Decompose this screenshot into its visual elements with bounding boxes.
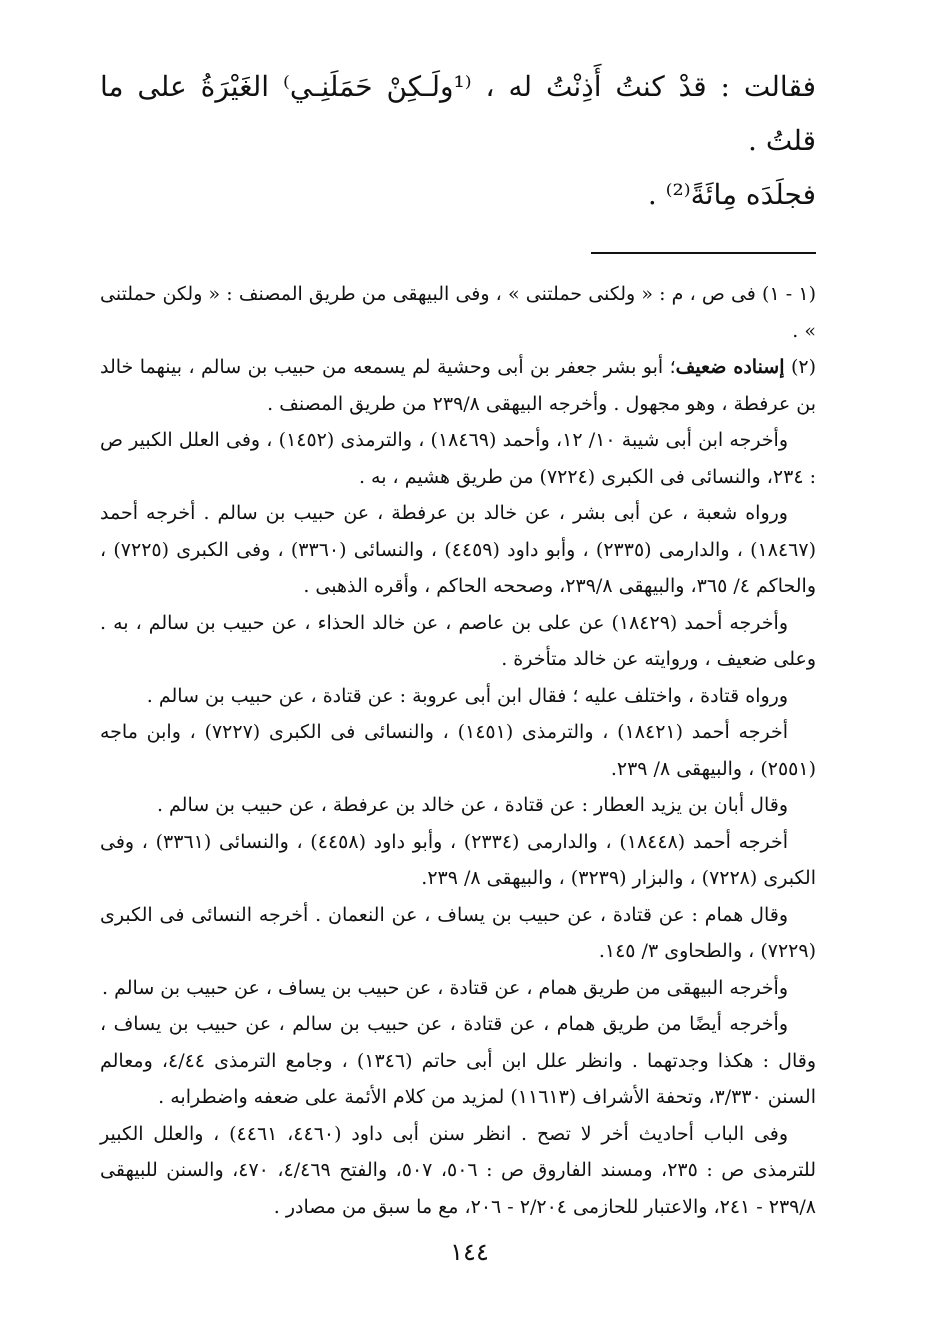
main-text (100, 60, 816, 222)
footnote-paragraph: أخرجه أحمد (١٨٤٤٨) ، والدارمى (٢٣٣٤) ، وأبو داود (٤٤٥٨) ، والنسائى (٣٣٦١) ، وفى الكبرى (٧٢٢٨) ، والبزار (٣٢٣٩) ، والبيهقى ٨/ ٢٣٩. (100, 830, 816, 889)
page-body (100, 60, 816, 1225)
footnotes (100, 276, 816, 1225)
page-number: ١٤٤ (450, 1238, 489, 1266)
footnote-2-marker: (٢) (790, 356, 816, 378)
footnote-paragraph: وأخرجه أحمد (١٨٤٢٩) عن على بن عاصم ، عن خالد الحذاء ، عن حبيب بن سالم ، به . وعلى ضعيف ، وروايته عن خالد متأخرة . (100, 611, 816, 670)
footnote-2-text: ؛ أبو بشر جعفر بن أبى وحشية لم يسمعه من حبيب بن سالم ، بينهما خالد بن عرفطة ، وهو مجهول . وأخرجه البيهقى ٢٣٩/٨ من طريق المصنف . (100, 356, 816, 415)
footnote-2 (100, 349, 816, 422)
footnote-2-grading: إسناده ضعيف (675, 356, 785, 378)
footnote-paragraph: ورواه قتادة ، واختلف عليه ؛ فقال ابن أبى عروبة : عن قتادة ، عن حبيب بن سالم . (146, 684, 788, 707)
footnote-paragraph: وقال أبان بن يزيد العطار : عن قتادة ، عن خالد بن عرفطة ، عن حبيب بن سالم . (156, 794, 788, 816)
footnote-paragraph: وفى الباب أحاديث أخر لا تصح . انظر سنن أبى داود (٤٤٦٠، ٤٤٦١) ، والعلل الكبير للترمذى ص : ٢٣٥، ومسند الفاروق ص : ٥٠٦، ٥٠٧، والفتح ٤/٤٦٩، ٤٧٠، والسنن للبيهقى ٢٣٩/٨ - ٢٤١، والاعتبار للحازمى ٢/٢٠٤ - ٢٠٦، مع ما سبق من مصادر . (100, 1122, 817, 1218)
footnote-paragraph: أخرجه أحمد (١٨٤٢١) ، والترمذى (١٤٥١) ، والنسائى فى الكبرى (٧٢٢٧) ، وابن ماجه (٢٥٥١) ، والبيهقى ٨/ ٢٣٩. (100, 721, 816, 780)
footnote-paragraph: وقال همام : عن قتادة ، عن حبيب بن يساف ، عن النعمان . أخرجه النسائى فى الكبرى (٧٢٢٩) ، والطحاوى ٣/ ١٤٥. (100, 903, 816, 962)
footnote-paragraph: ورواه شعبة ، عن أبى بشر ، عن خالد بن عرفطة ، عن حبيب بن سالم . أخرجه أحمد (١٨٤٦٧) ، والدارمى (٢٣٣٥) ، وأبو داود (٤٤٥٩) ، والنسائى (٣٣٦٠) ، وفى الكبرى (٧٢٢٥) ، والحاكم ٤/ ٣٦٥، والبيهقى ٢٣٩/٨، وصححه الحاكم ، وأقره الذهبى . (100, 502, 816, 597)
footnote-divider (591, 252, 816, 254)
footnote-paragraph: وأخرجه ابن أبى شيبة ١٠/ ١٢، وأحمد (١٨٤٦٩) ، والترمذى (١٤٥٢) ، وفى العلل الكبير ص : ٢٣٤، والنسائى فى الكبرى (٧٢٢٤) من طريق هشيم ، به . (100, 429, 816, 488)
footnote-paragraph: وأخرجه البيهقى من طريق همام ، عن قتادة ، عن حبيب بن يساف ، عن حبيب بن سالم . (102, 976, 788, 999)
footnote-1: (١ - ١) فى ص ، م : « ولكنى حملتنى » ، وفى البيهقى من طريق المصنف : « ولكن حملتنى » . (100, 283, 816, 342)
footnote-paragraph: وأخرجه أيضًا من طريق همام ، عن قتادة ، عن حبيب بن سالم ، عن حبيب بن يساف ، وقال : هكذا وجدتهما . وانظر علل ابن أبى حاتم (١٣٤٦) ، وجامع الترمذى ٤/٤٤، ومعالم السنن ٣/٣٣٠، وتحفة الأشراف (١١٦١٣) لمزيد من كلام الأئمة على ضعفه واضطرابه . (100, 1013, 816, 1108)
main-line-2: فجلَدَه مِائَةً⁽²⁾ . (647, 178, 816, 211)
main-line-1: فقالت : قدْ كنتُ أَذِنْتُ له ، ⁽¹ولَـكِنْ حَمَلَنِـي⁾ الغَيْرَةُ على ما قلتُ . (100, 70, 816, 157)
